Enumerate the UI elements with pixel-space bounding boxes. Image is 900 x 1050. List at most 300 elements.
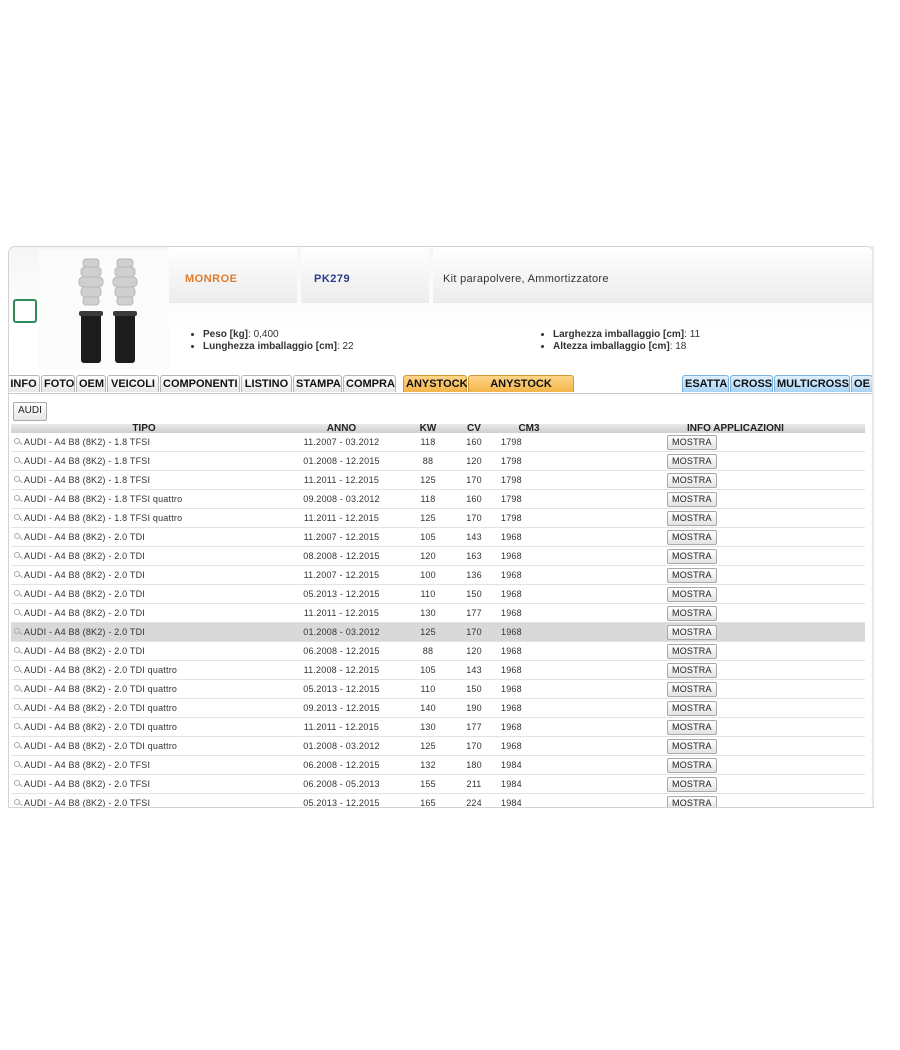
cell-cv-text: 170 — [466, 627, 482, 637]
cell-anno — [274, 433, 409, 452]
table-row[interactable] — [11, 604, 865, 623]
cell-kw — [409, 566, 447, 585]
cell-kw — [409, 737, 447, 756]
cell-anno — [274, 718, 409, 737]
mostra-button[interactable]: MOSTRA — [667, 435, 717, 450]
cell-cm3 — [501, 775, 557, 794]
code-cell — [301, 247, 429, 303]
cell-cv — [447, 509, 501, 528]
cell-tipo-text: AUDI - A4 B8 (8K2) - 2.0 TDI — [24, 588, 145, 599]
table-row[interactable] — [11, 699, 865, 718]
mostra-button[interactable]: MOSTRA — [667, 454, 717, 469]
cell-cm3 — [501, 737, 557, 756]
cell-tipo — [11, 718, 274, 737]
tab-componenti[interactable]: COMPONENTI — [160, 375, 240, 392]
cell-cv — [447, 433, 501, 452]
cell-cv-text: 211 — [466, 779, 482, 789]
cell-tipo — [11, 528, 274, 547]
mostra-button[interactable]: MOSTRA — [667, 682, 717, 697]
cell-tipo — [11, 604, 274, 623]
cell-cm3-text: 1798 — [501, 475, 522, 485]
cell-kw-text: 130 — [420, 608, 436, 618]
table-row[interactable] — [11, 528, 865, 547]
cell-kw — [409, 623, 447, 642]
cell-cm3-text: 1968 — [501, 665, 522, 675]
cell-anno-text: 09.2013 - 12.2015 — [303, 703, 380, 713]
brand-cell — [169, 247, 297, 303]
search-icon[interactable] — [14, 742, 23, 751]
cell-tipo — [11, 756, 274, 775]
col-cv: CV — [447, 424, 501, 433]
cell-info — [557, 566, 865, 585]
cell-kw — [409, 775, 447, 794]
cell-tipo-text: AUDI - A4 B8 (8K2) - 2.0 TDI quattro — [24, 702, 178, 713]
cell-cm3-text: 1798 — [501, 494, 522, 504]
table-row[interactable] — [11, 452, 865, 471]
cell-cm3-text: 1968 — [501, 703, 522, 713]
cell-cm3-text: 1968 — [501, 646, 522, 656]
cell-cv-text: 160 — [466, 494, 482, 504]
cell-cv — [447, 718, 501, 737]
cell-kw — [409, 756, 447, 775]
table-row[interactable] — [11, 623, 865, 642]
cell-cm3-text: 1968 — [501, 722, 522, 732]
tab-foto[interactable]: FOTO — [41, 375, 75, 392]
cell-cv-text: 224 — [466, 798, 482, 808]
cell-anno — [274, 737, 409, 756]
cell-cm3 — [501, 718, 557, 737]
tab-oe[interactable]: OE — [851, 375, 873, 392]
cell-kw-text: 125 — [420, 741, 436, 751]
search-icon[interactable] — [14, 552, 23, 561]
cell-anno — [274, 509, 409, 528]
cell-tipo-text: AUDI - A4 B8 (8K2) - 1.8 TFSI — [24, 474, 151, 485]
cell-cv — [447, 699, 501, 718]
cell-cv — [447, 566, 501, 585]
cell-tipo — [11, 680, 274, 699]
cell-anno — [274, 452, 409, 471]
cell-cm3-text: 1968 — [501, 684, 522, 694]
table-row[interactable] — [11, 718, 865, 737]
cell-anno-text: 01.2008 - 03.2012 — [303, 741, 380, 751]
cell-tipo — [11, 566, 274, 585]
cell-anno — [274, 623, 409, 642]
cell-kw-text: 105 — [420, 665, 436, 675]
col-info: INFO APPLICAZIONI — [557, 424, 865, 433]
cell-cv-text: 120 — [466, 456, 482, 466]
cell-tipo-text: AUDI - A4 B8 (8K2) - 2.0 TDI quattro — [24, 683, 178, 694]
cell-tipo — [11, 737, 274, 756]
cell-kw-text: 140 — [420, 703, 436, 713]
cell-anno-text: 01.2008 - 03.2012 — [303, 627, 380, 637]
cell-cm3-text: 1984 — [501, 798, 522, 808]
cell-cv-text: 143 — [466, 665, 482, 675]
cell-cm3 — [501, 661, 557, 680]
search-icon[interactable] — [14, 571, 23, 580]
search-icon[interactable] — [14, 723, 23, 732]
cell-tipo — [11, 585, 274, 604]
cell-anno-text: 01.2008 - 12.2015 — [303, 456, 380, 466]
tab-veicoli[interactable]: VEICOLI — [107, 375, 159, 392]
cell-anno-text: 11.2007 - 12.2015 — [303, 532, 380, 542]
cell-kw-text: 155 — [420, 779, 436, 789]
cell-cv-text: 170 — [466, 475, 482, 485]
cell-tipo — [11, 699, 274, 718]
search-icon[interactable] — [14, 590, 23, 599]
cell-tipo-text: AUDI - A4 B8 (8K2) - 2.0 TFSI — [24, 759, 151, 770]
panel-edge — [872, 246, 874, 806]
product-description: Kit parapolvere, Ammortizzatore — [443, 273, 609, 285]
search-icon[interactable] — [14, 495, 23, 504]
cell-anno-text: 11.2011 - 12.2015 — [303, 608, 380, 618]
cell-kw — [409, 433, 447, 452]
cell-cv — [447, 623, 501, 642]
cell-kw — [409, 604, 447, 623]
table-row[interactable] — [11, 642, 865, 661]
cell-kw-text: 120 — [420, 551, 436, 561]
cell-cv-text: 150 — [466, 589, 482, 599]
tab-cross[interactable]: CROSS — [730, 375, 773, 392]
cell-tipo-text: AUDI - A4 B8 (8K2) - 2.0 TDI quattro — [24, 664, 178, 675]
cell-info — [557, 699, 865, 718]
spec-length: • Lunghezza imballaggio [cm]: 22 — [203, 341, 354, 353]
cell-cv — [447, 775, 501, 794]
cell-cv-text: 177 — [466, 722, 482, 732]
search-icon[interactable] — [14, 647, 23, 656]
cell-kw — [409, 528, 447, 547]
mostra-button[interactable]: MOSTRA — [667, 758, 717, 773]
cell-cm3-text: 1798 — [501, 437, 522, 447]
cell-anno-text: 06.2008 - 05.2013 — [303, 779, 380, 789]
cell-cm3 — [501, 471, 557, 490]
col-kw: KW — [409, 424, 447, 433]
search-icon[interactable] — [14, 533, 23, 542]
search-icon[interactable] — [14, 666, 23, 675]
mostra-button[interactable]: MOSTRA — [667, 720, 717, 735]
cell-anno — [274, 585, 409, 604]
cell-kw — [409, 661, 447, 680]
cell-cm3-text: 1968 — [501, 608, 522, 618]
cell-kw-text: 88 — [422, 456, 434, 466]
mostra-button[interactable]: MOSTRA — [667, 587, 717, 602]
spec-width: • Larghezza imballaggio [cm]: 11 — [553, 329, 700, 341]
cell-kw-text: 110 — [420, 589, 436, 599]
tab-listino[interactable]: LISTINO — [241, 375, 292, 392]
mostra-button[interactable]: MOSTRA — [667, 701, 717, 716]
cell-kw — [409, 680, 447, 699]
cell-kw — [409, 699, 447, 718]
cell-anno-text: 11.2011 - 12.2015 — [303, 475, 380, 485]
cell-tipo — [11, 509, 274, 528]
cell-kw-text: 100 — [420, 570, 436, 580]
cell-kw — [409, 452, 447, 471]
mostra-button[interactable]: MOSTRA — [667, 530, 717, 545]
cell-tipo-text: AUDI - A4 B8 (8K2) - 2.0 TFSI — [24, 797, 151, 808]
cell-cm3 — [501, 452, 557, 471]
cell-cm3-text: 1984 — [501, 779, 522, 789]
mostra-button[interactable]: MOSTRA — [667, 568, 717, 583]
table-row[interactable] — [11, 471, 865, 490]
cell-tipo — [11, 642, 274, 661]
cell-info — [557, 737, 865, 756]
tab-bar — [9, 373, 873, 394]
cell-cm3-text: 1968 — [501, 741, 522, 751]
table-row[interactable] — [11, 756, 865, 775]
cell-cm3 — [501, 756, 557, 775]
cell-info — [557, 623, 865, 642]
cell-tipo — [11, 452, 274, 471]
cell-tipo-text: AUDI - A4 B8 (8K2) - 1.8 TFSI — [24, 436, 151, 447]
cell-cv-text: 170 — [466, 741, 482, 751]
mostra-button[interactable]: MOSTRA — [667, 663, 717, 678]
cell-cm3 — [501, 547, 557, 566]
cell-anno-text: 09.2008 - 03.2012 — [303, 494, 380, 504]
cell-anno — [274, 642, 409, 661]
mostra-button[interactable]: MOSTRA — [667, 625, 717, 640]
cell-tipo-text: AUDI - A4 B8 (8K2) - 2.0 TDI — [24, 569, 145, 580]
cell-cv-text: 180 — [466, 760, 482, 770]
cell-cm3-text: 1968 — [501, 627, 522, 637]
cell-kw-text: 125 — [420, 627, 436, 637]
vehicle-list — [9, 394, 873, 807]
table-row[interactable] — [11, 680, 865, 699]
mostra-button[interactable]: MOSTRA — [667, 549, 717, 564]
cell-anno — [274, 794, 409, 809]
cell-kw-text: 125 — [420, 475, 436, 485]
mostra-button[interactable]: MOSTRA — [667, 606, 717, 621]
cell-cm3-text: 1968 — [501, 589, 522, 599]
cell-cm3-text: 1968 — [501, 532, 522, 542]
cell-tipo — [11, 775, 274, 794]
cell-kw-text: 165 — [420, 798, 436, 808]
cell-cv — [447, 452, 501, 471]
cell-kw — [409, 547, 447, 566]
cell-anno — [274, 528, 409, 547]
cell-anno-text: 11.2007 - 12.2015 — [303, 570, 380, 580]
cell-cm3 — [501, 509, 557, 528]
cell-cm3 — [501, 699, 557, 718]
specs-right — [541, 329, 700, 353]
cell-anno — [274, 604, 409, 623]
col-tipo: TIPO — [11, 424, 274, 433]
mostra-button[interactable]: MOSTRA — [667, 492, 717, 507]
cell-cv-text: 177 — [466, 608, 482, 618]
cell-anno — [274, 680, 409, 699]
cell-anno — [274, 756, 409, 775]
spec-height: • Altezza imballaggio [cm]: 18 — [553, 341, 700, 353]
cell-cv-text: 170 — [466, 513, 482, 523]
cell-info — [557, 471, 865, 490]
search-icon[interactable] — [14, 761, 23, 770]
search-icon[interactable] — [14, 514, 23, 523]
product-image — [39, 249, 169, 369]
mostra-button[interactable]: MOSTRA — [667, 796, 717, 809]
cell-cm3-text: 1798 — [501, 456, 522, 466]
cell-cm3-text: 1798 — [501, 513, 522, 523]
table-row[interactable] — [11, 547, 865, 566]
cell-cv — [447, 604, 501, 623]
cell-kw — [409, 642, 447, 661]
cell-tipo — [11, 433, 274, 452]
cell-cv-text: 143 — [466, 532, 482, 542]
cell-cm3 — [501, 433, 557, 452]
cell-tipo-text: AUDI - A4 B8 (8K2) - 2.0 TDI quattro — [24, 740, 178, 751]
search-icon[interactable] — [14, 457, 23, 466]
table-row[interactable] — [11, 794, 865, 809]
cell-tipo — [11, 623, 274, 642]
cell-cv — [447, 756, 501, 775]
cell-info — [557, 718, 865, 737]
product-code: PK279 — [314, 273, 351, 285]
cell-cv-text: 120 — [466, 646, 482, 656]
cell-info — [557, 680, 865, 699]
table-row[interactable] — [11, 737, 865, 756]
table-row[interactable] — [11, 509, 865, 528]
cell-anno-text: 11.2011 - 12.2015 — [303, 722, 380, 732]
mostra-button[interactable]: MOSTRA — [667, 473, 717, 488]
cell-cm3 — [501, 585, 557, 604]
cell-anno — [274, 661, 409, 680]
cell-cv-text: 190 — [466, 703, 482, 713]
table-header — [11, 424, 865, 433]
cell-cm3 — [501, 623, 557, 642]
cell-cm3 — [501, 680, 557, 699]
cell-kw-text: 118 — [420, 437, 436, 447]
cell-info — [557, 509, 865, 528]
cell-kw-text: 125 — [420, 513, 436, 523]
search-icon[interactable] — [14, 628, 23, 637]
search-icon[interactable] — [14, 438, 23, 447]
cell-info — [557, 547, 865, 566]
cell-cm3-text: 1968 — [501, 551, 522, 561]
cell-anno-text: 06.2008 - 12.2015 — [303, 760, 380, 770]
cell-cv — [447, 794, 501, 809]
cell-anno-text: 06.2008 - 12.2015 — [303, 646, 380, 656]
cell-tipo — [11, 661, 274, 680]
tab-multicross[interactable]: MULTICROSS — [774, 375, 850, 392]
cell-kw-text: 105 — [420, 532, 436, 542]
search-icon[interactable] — [14, 780, 23, 789]
table-row[interactable] — [11, 661, 865, 680]
cell-cm3 — [501, 604, 557, 623]
cell-kw — [409, 490, 447, 509]
cell-info — [557, 604, 865, 623]
cell-anno-text: 11.2007 - 03.2012 — [303, 437, 380, 447]
cell-cm3 — [501, 490, 557, 509]
cell-info — [557, 756, 865, 775]
table-row[interactable] — [11, 566, 865, 585]
cell-kw — [409, 794, 447, 809]
tab-compra[interactable]: COMPRA — [343, 375, 396, 392]
col-cm3: CM3 — [501, 424, 557, 433]
cell-anno-text: 11.2011 - 12.2015 — [303, 513, 380, 523]
mostra-button[interactable]: MOSTRA — [667, 511, 717, 526]
cell-cv-text: 136 — [466, 570, 482, 580]
tab-info[interactable]: INFO — [8, 375, 40, 392]
tab-esatta[interactable]: ESATTA — [682, 375, 729, 392]
cell-cv — [447, 528, 501, 547]
cell-kw — [409, 585, 447, 604]
filter-audi-button[interactable]: AUDI — [13, 402, 47, 421]
cell-cv — [447, 680, 501, 699]
cell-tipo-text: AUDI - A4 B8 (8K2) - 1.8 TFSI — [24, 455, 151, 466]
cell-tipo-text: AUDI - A4 B8 (8K2) - 1.8 TFSI quattro — [24, 512, 183, 523]
search-icon[interactable] — [14, 609, 23, 618]
cell-cm3 — [501, 528, 557, 547]
cell-tipo-text: AUDI - A4 B8 (8K2) - 2.0 TDI quattro — [24, 721, 178, 732]
specs-left — [191, 329, 354, 353]
tab-anystock[interactable]: ANYSTOCK — [403, 375, 467, 392]
cell-kw-text: 130 — [420, 722, 436, 732]
description-cell — [433, 247, 873, 303]
tab-anystock-cross[interactable]: ANYSTOCK — [468, 375, 574, 392]
mostra-button[interactable]: MOSTRA — [667, 644, 717, 659]
cell-tipo-text: AUDI - A4 B8 (8K2) - 2.0 TFSI — [24, 778, 151, 789]
cell-anno — [274, 566, 409, 585]
cell-anno — [274, 775, 409, 794]
cell-anno — [274, 699, 409, 718]
cell-tipo — [11, 471, 274, 490]
select-checkbox[interactable] — [13, 299, 37, 323]
cell-tipo-text: AUDI - A4 B8 (8K2) - 2.0 TDI — [24, 645, 145, 656]
cell-cm3 — [501, 566, 557, 585]
cell-cv-text: 163 — [466, 551, 482, 561]
cell-info — [557, 452, 865, 471]
cell-cm3-text: 1984 — [501, 760, 522, 770]
cell-anno-text: 05.2013 - 12.2015 — [303, 684, 380, 694]
search-icon[interactable] — [14, 476, 23, 485]
cell-tipo-text: AUDI - A4 B8 (8K2) - 2.0 TDI — [24, 607, 145, 618]
table-row[interactable] — [11, 585, 865, 604]
cell-cv — [447, 585, 501, 604]
applications-table — [11, 424, 865, 808]
cell-info — [557, 585, 865, 604]
cell-anno — [274, 471, 409, 490]
mostra-button[interactable]: MOSTRA — [667, 777, 717, 792]
tab-oem[interactable]: OEM — [76, 375, 106, 392]
cell-cv — [447, 471, 501, 490]
cell-cm3 — [501, 642, 557, 661]
cell-anno-text: 08.2008 - 12.2015 — [303, 551, 380, 561]
mostra-button[interactable]: MOSTRA — [667, 739, 717, 754]
cell-anno-text: 11.2008 - 12.2015 — [303, 665, 380, 675]
cell-cm3 — [501, 794, 557, 809]
search-icon[interactable] — [14, 704, 23, 713]
tab-stampa[interactable]: STAMPA — [293, 375, 342, 392]
table-row[interactable] — [11, 775, 865, 794]
cell-anno — [274, 490, 409, 509]
spec-weight: • Peso [kg]: 0,400 — [203, 329, 354, 341]
col-anno: ANNO — [274, 424, 409, 433]
cell-anno-text: 05.2013 - 12.2015 — [303, 589, 380, 599]
cell-anno-text: 05.2013 - 12.2015 — [303, 798, 380, 808]
cell-info — [557, 775, 865, 794]
table-row[interactable] — [11, 433, 865, 452]
cell-kw-text: 132 — [420, 760, 436, 770]
cell-cm3-text: 1968 — [501, 570, 522, 580]
table-row[interactable] — [11, 490, 865, 509]
cell-tipo-text: AUDI - A4 B8 (8K2) - 2.0 TDI — [24, 626, 145, 637]
cell-info — [557, 490, 865, 509]
cell-cv — [447, 661, 501, 680]
cell-tipo-text: AUDI - A4 B8 (8K2) - 2.0 TDI — [24, 550, 145, 561]
cell-tipo-text: AUDI - A4 B8 (8K2) - 1.8 TFSI quattro — [24, 493, 183, 504]
search-icon[interactable] — [14, 685, 23, 694]
cell-kw — [409, 718, 447, 737]
search-icon[interactable] — [14, 799, 23, 808]
cell-cv-text: 150 — [466, 684, 482, 694]
brand-name: MONROE — [185, 273, 238, 285]
